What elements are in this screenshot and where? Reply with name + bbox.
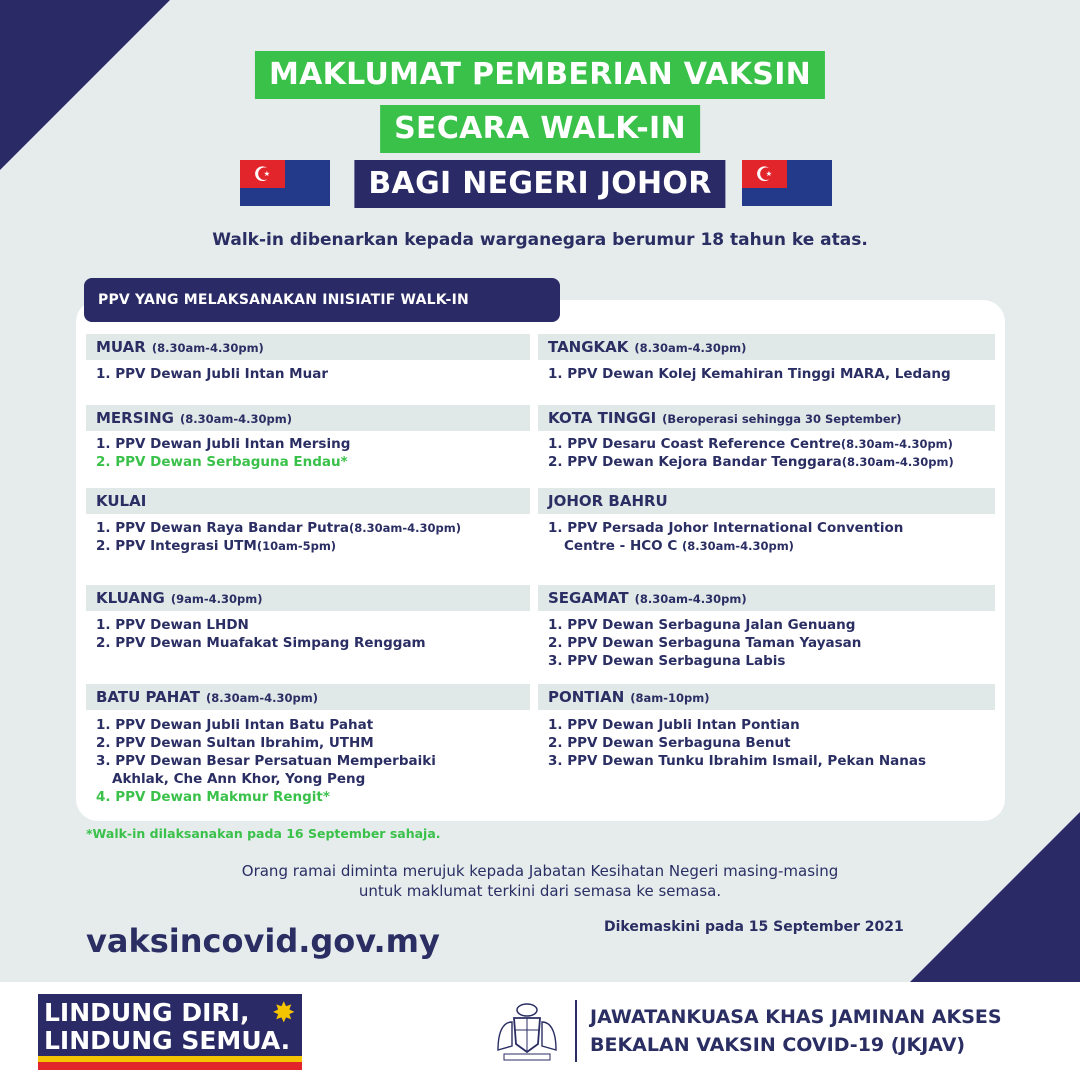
notice [0, 861, 1080, 901]
list-item: Centre - HCO C (8.30am-4.30pm) [564, 538, 794, 554]
updated-date: Dikemaskini pada 15 September 2021 [604, 919, 904, 935]
list-item: 3. PPV Dewan Tunku Ibrahim Ismail, Pekan Nanas [548, 753, 927, 769]
district-header-batu-pahat [86, 684, 530, 710]
website-link[interactable]: vaksincovid.gov.my [86, 922, 440, 960]
list-item: 2. PPV Integrasi UTM(10am-5pm) [96, 538, 337, 554]
notice-line-2: untuk maklumat terkini dari semasa ke semasa. [358, 882, 722, 900]
ppv-list-muar [96, 365, 328, 383]
list-item: 1. PPV Dewan Jubli Intan Mersing [96, 436, 351, 452]
ppv-list-pontian [548, 716, 926, 770]
list-item: 3. PPV Dewan Besar Persatuan Memperbaiki [96, 753, 436, 769]
district-name: KOTA TINGGI [548, 409, 657, 427]
johor-flag-icon [742, 160, 832, 206]
ppv-list-batu-pahat [96, 716, 436, 806]
district-name: MERSING [96, 409, 174, 427]
list-item: 1. PPV Dewan LHDN [96, 617, 249, 633]
list-item: 2. PPV Dewan Serbaguna Benut [548, 735, 791, 751]
list-item: Akhlak, Che Ann Khor, Yong Peng [112, 771, 366, 787]
section-label: PPV YANG MELAKSANAKAN INISIATIF WALK-IN [84, 278, 560, 322]
list-item: 1. PPV Dewan Raya Bandar Putra(8.30am-4.30pm) [96, 520, 461, 536]
district-name: MUAR [96, 338, 146, 356]
crescent-star-icon: ☪ [240, 160, 285, 188]
list-item: 1. PPV Dewan Kolej Kemahiran Tinggi MARA, Ledang [548, 366, 951, 382]
slogan-line-1: LINDUNG DIRI, [44, 998, 250, 1027]
list-item: 3. PPV Dewan Serbaguna Labis [548, 653, 786, 669]
crescent-star-icon: ☪ [742, 160, 787, 188]
district-name: SEGAMAT [548, 589, 629, 607]
district-name: BATU PAHAT [96, 688, 200, 706]
list-item: 2. PPV Dewan Kejora Bandar Tenggara(8.30am-4.30pm) [548, 454, 954, 470]
footnote: *Walk-in dilaksanakan pada 16 September sahaja. [86, 826, 441, 841]
district-header-segamat [538, 585, 995, 611]
org-name-line-2: BEKALAN VAKSIN COVID-19 (JKJAV) [590, 1034, 966, 1056]
ppv-list-mersing [96, 435, 350, 471]
district-header-tangkak [538, 334, 995, 360]
org-name-line-1: JAWATANKUASA KHAS JAMINAN AKSES [590, 1006, 1002, 1028]
district-hours: (Beroperasi sehingga 30 September) [662, 412, 902, 426]
star-icon: ✸ [272, 996, 296, 1029]
district-hours: (8.30am-4.30pm) [151, 341, 264, 355]
district-header-pontian [538, 684, 995, 710]
list-item: 4. PPV Dewan Makmur Rengit* [96, 789, 330, 805]
list-item: 2. PPV Dewan Serbaguna Taman Yayasan [548, 635, 862, 651]
district-name: KULAI [96, 492, 147, 510]
district-name: PONTIAN [548, 688, 625, 706]
coat-of-arms-icon [490, 1000, 564, 1062]
district-header-kluang [86, 585, 530, 611]
district-hours: (8.30am-4.30pm) [634, 592, 747, 606]
list-item: 1. PPV Dewan Jubli Intan Batu Pahat [96, 717, 374, 733]
title-line-1: MAKLUMAT PEMBERIAN VAKSIN [255, 51, 825, 99]
district-header-mersing [86, 405, 530, 431]
list-item: 2. PPV Dewan Muafakat Simpang Renggam [96, 635, 426, 651]
slogan-line-2: LINDUNG SEMUA. [44, 1026, 291, 1055]
ppv-list-johor-bahru [548, 519, 903, 555]
list-item: 2. PPV Dewan Sultan Ibrahim, UTHM [96, 735, 374, 751]
district-name: KLUANG [96, 589, 165, 607]
district-hours: (8.30am-4.30pm) [179, 412, 292, 426]
ppv-list-tangkak [548, 365, 951, 383]
ppv-list-segamat [548, 616, 861, 670]
district-header-kota-tinggi [538, 405, 995, 431]
johor-flag-icon [240, 160, 330, 206]
district-name: TANGKAK [548, 338, 629, 356]
district-hours: (8.30am-4.30pm) [205, 691, 318, 705]
slogan-logo [38, 994, 302, 1070]
title-line-2: SECARA WALK-IN [380, 105, 700, 153]
list-item: 1. PPV Dewan Jubli Intan Pontian [548, 717, 800, 733]
district-hours: (9am-4.30pm) [170, 592, 263, 606]
district-header-muar [86, 334, 530, 360]
district-hours: (8.30am-4.30pm) [634, 341, 747, 355]
notice-line-1: Orang ramai diminta merujuk kepada Jabatan Kesihatan Negeri masing-masing [241, 862, 839, 880]
list-item: 1. PPV Dewan Serbaguna Jalan Genuang [548, 617, 856, 633]
list-item: 2. PPV Dewan Serbaguna Endau* [96, 454, 348, 470]
list-item: 1. PPV Persada Johor International Convention [548, 520, 904, 536]
district-header-johor-bahru [538, 488, 995, 514]
ppv-list-kulai [96, 519, 461, 555]
ppv-list-kota-tinggi [548, 435, 954, 471]
district-name: JOHOR BAHRU [548, 492, 668, 510]
corner-decoration-top-left [0, 0, 170, 170]
district-header-kulai [86, 488, 530, 514]
eligibility-subtitle: Walk-in dibenarkan kepada warganegara berumur 18 tahun ke atas. [212, 230, 868, 250]
title-line-3: BAGI NEGERI JOHOR [354, 160, 725, 208]
footer-divider [575, 1000, 577, 1062]
list-item: 1. PPV Desaru Coast Reference Centre(8.30am-4.30pm) [548, 436, 953, 452]
list-item: 1. PPV Dewan Jubli Intan Muar [96, 366, 328, 382]
ppv-list-kluang [96, 616, 426, 652]
district-hours: (8am-10pm) [630, 691, 710, 705]
